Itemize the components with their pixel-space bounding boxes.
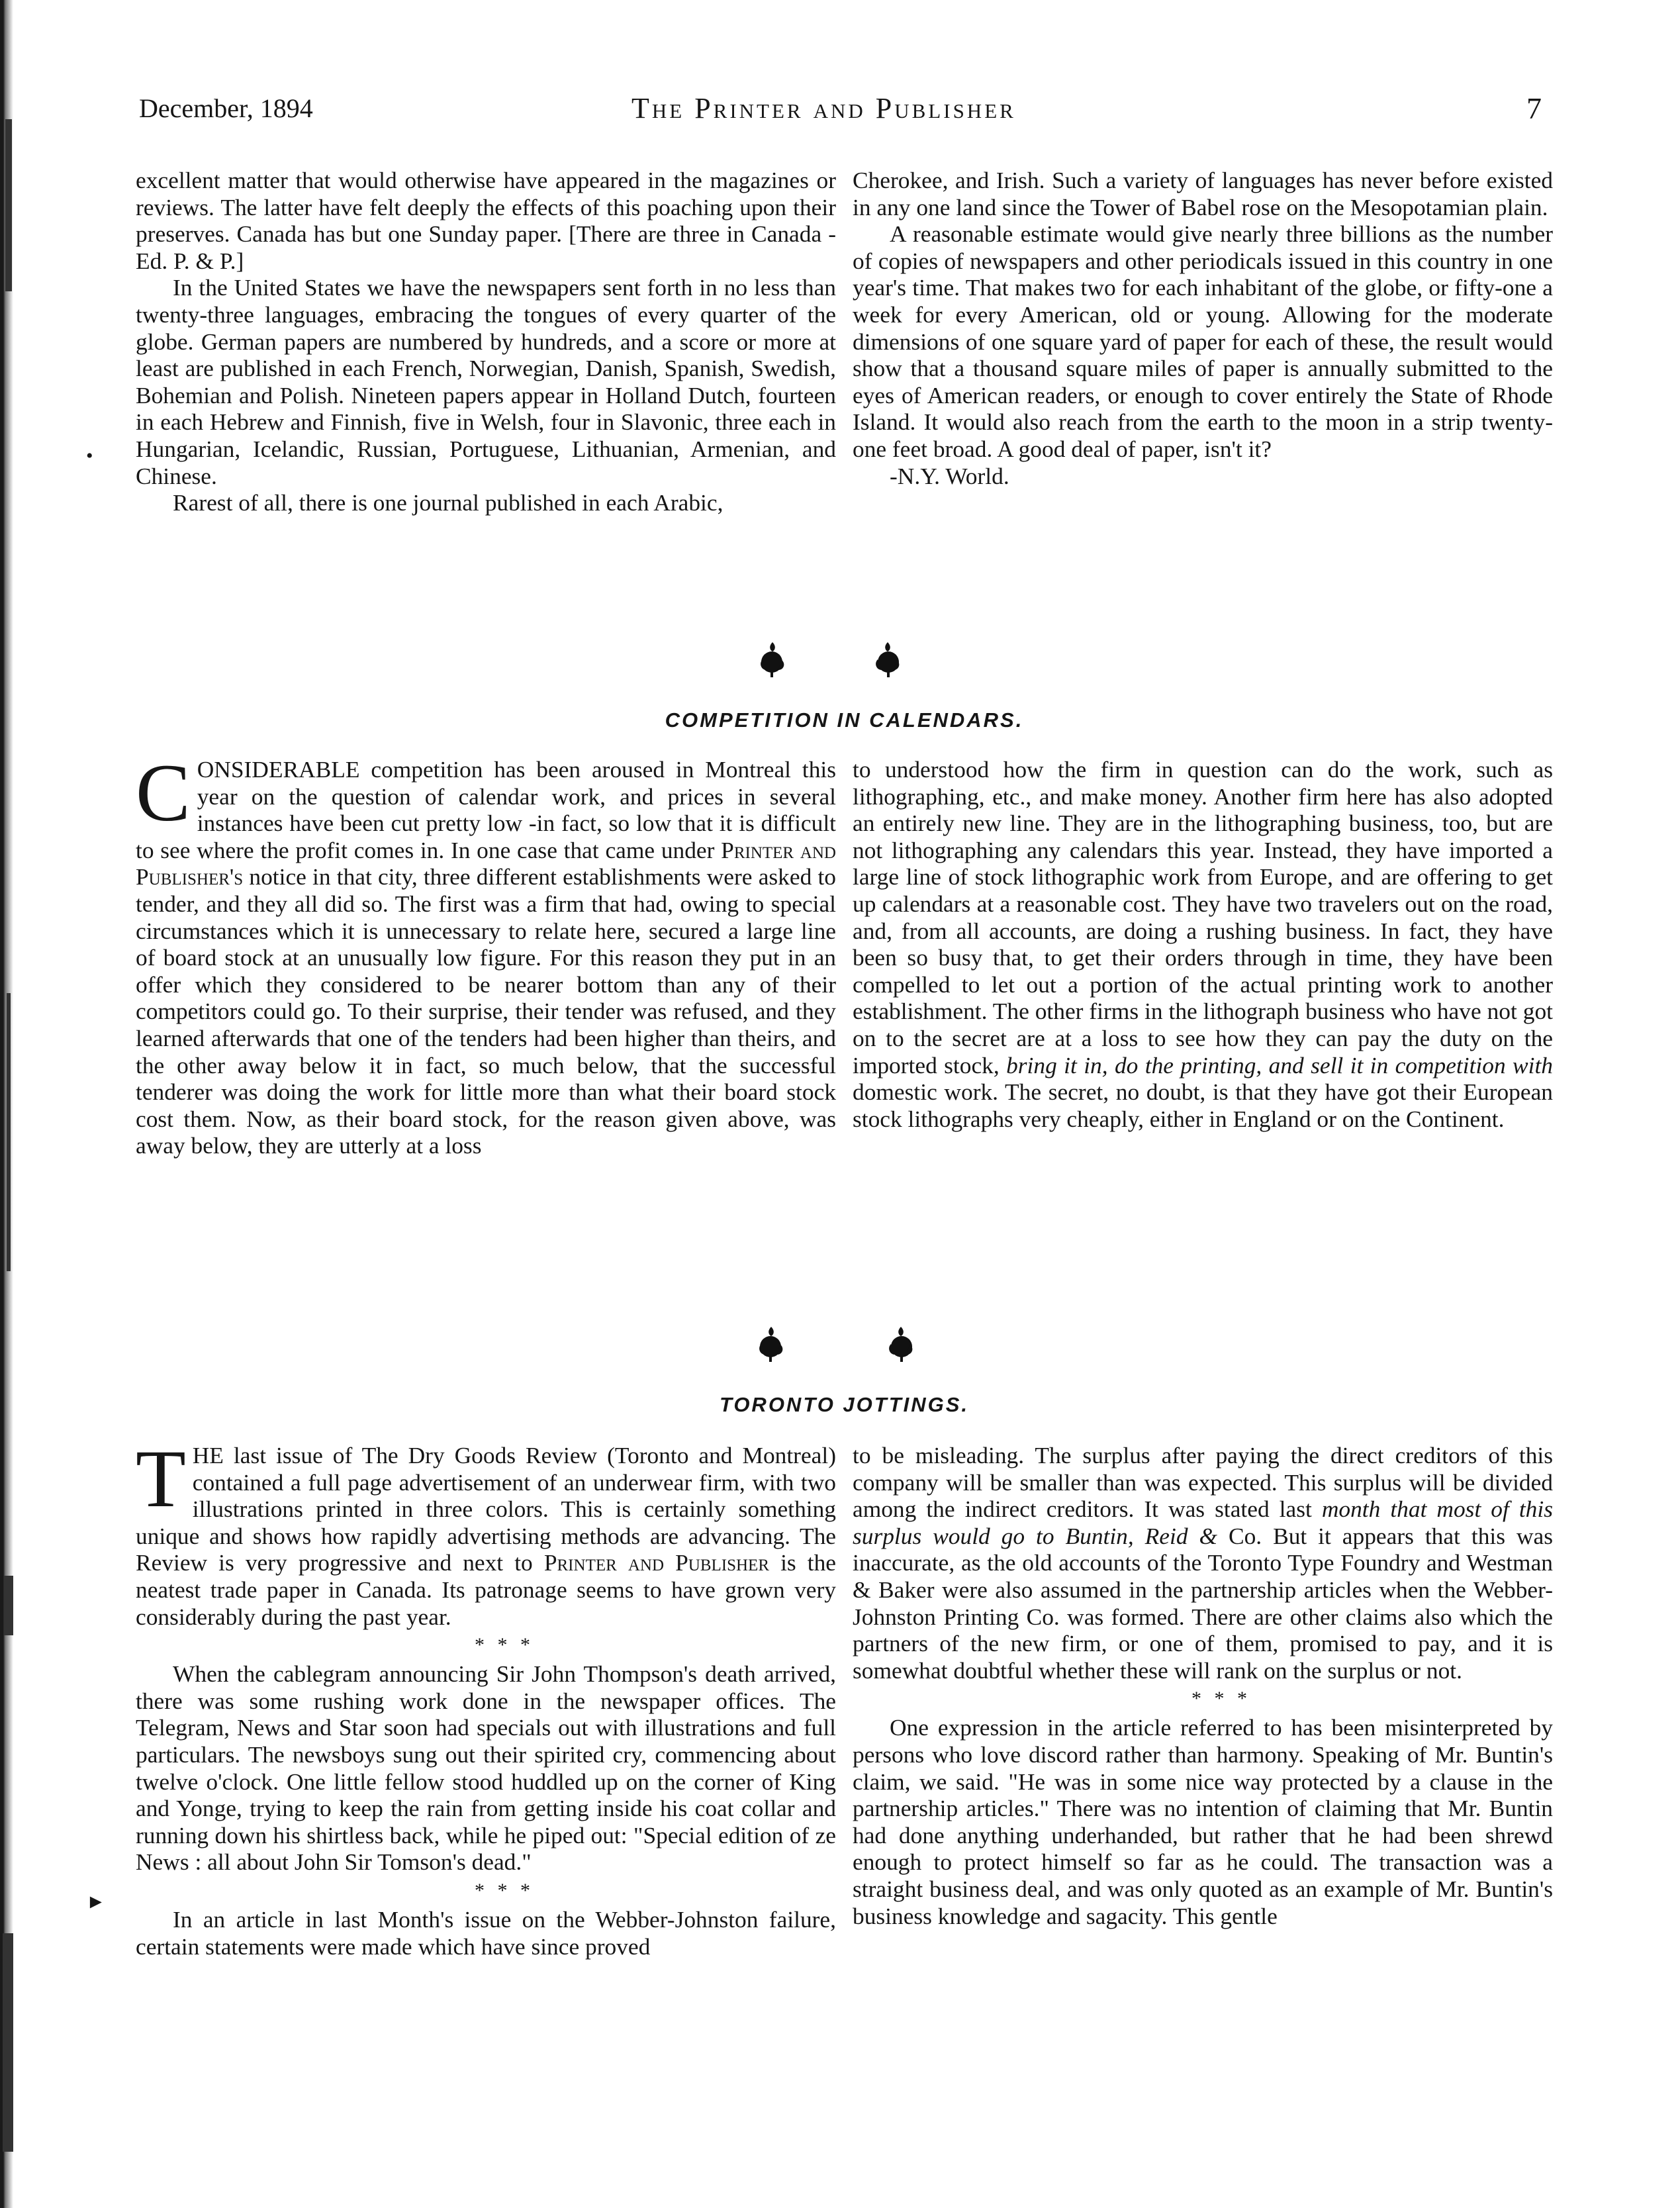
text-run: notice in that city, three different establishments were asked to tender, and they all did so. The first was a firm that had, owing to special circumstances which it is unnecessary to relate here, secured a large line of board stock at an unusually low figure. For this reason they put in an offer which they considered to be nearer bottom than any of their competitors could go. To their surprise, their tender was refused, and they learned afterwards that one of the tenders had been higher than theirs, and the other away below it in fact, so much below, that the successful tenderer was doing the work for little more than what their board stock cost them. Now, as their board stock, for the reason given above, was away below, they are utterly at a loss [136,863,836,1159]
article-continuation-column-2 [853,167,1553,489]
page-number: 7 [1526,91,1542,125]
paragraph: Cherokee, and Irish. Such a variety of languages has never before existed in any one land since the Tower of Babel rose on the Mesopotamian plain. [853,167,1553,220]
fleuron-ornament-icon [871,641,904,678]
paragraph: In the United States we have the newspapers sent forth in no less than twenty-three languages, embracing the tongues of every quarter of the globe. German papers are numbered by hundreds, and a score or more at least are published in each French, Norwegian, Danish, Spanish, Swedish, Bohemian and Polish. Nineteen papers appear in Holland Dutch, fourteen in each Hebrew and Finnish, five in Welsh, four in Slavonic, three each in Hungarian, Icelandic, Russian, Portuguese, Lithuanian, Armenian, and Chinese. [136,274,836,489]
fleuron-ornament-icon [884,1325,917,1363]
paragraph: Rarest of all, there is one journal published in each Arabic, [173,489,723,516]
section-heading-calendars: COMPETITION IN CALENDARS. [665,708,1024,732]
section-heading-toronto: TORONTO JOTTINGS. [719,1393,970,1416]
margin-bullet-icon: • [86,445,93,467]
paragraph: When the cablegram announcing Sir John Thompson's death arrived, there was some rushing work done in the newspaper offices. The Telegram, News and Star soon had specials out with illustrations and full particulars. The newsboys sung out their spirited cry, commencing about twelve o'clock. One little fellow stood huddled up on the corner of King and Yonge, trying to keep the rain from getting inside his coat collar and running down his shirtless back, while he piped out: "Special edition of ze News : all about John Sir Tomson's dead." [136,1660,836,1876]
fleuron-ornament-icon [756,641,789,678]
asterism-divider: * * * [475,1634,534,1656]
publication-name: Printer and Publisher [543,1549,770,1576]
asterism-divider: * * * [1191,1688,1251,1710]
header-date: December, 1894 [139,93,313,123]
text-run: to understood how the firm in question can do the work, such as lithographing, etc., and make money. Another firm here has also adopted an entirely new line. They are in the lithographing business, too, but are not lithographing any calendars this year. Instead, they have imported a large line of stock lithographic work from Europe, and are offering to get up calendars at a reasonable cost. They have two travelers out on the road, and, from all accounts, are doing a rushing business. In fact, they have been so busy that, to get their orders through in time, they have been compelled to let out a portion of the actual printing work to another establishment. The other firms in the lithograph business who have not got on to the secret are at a loss to see how they can pay the duty on the imported stock, [853,756,1553,1079]
margin-arrow-icon: ► [86,1891,106,1913]
toronto-column-2 [853,1442,1553,1929]
header-title: The Printer and Publisher [631,92,1016,124]
article-continuation-column-1 [136,167,836,516]
paragraph [853,1442,1553,1684]
paragraph: In an article in last Month's issue on the Webber-Johnston failure, certain statements were made which have since proved [136,1905,836,1960]
calendars-column-1 [136,747,836,1159]
asterism-divider: * * * [475,1879,534,1901]
toronto-column-1 [136,1433,837,1960]
publication-name: Printer and Publisher's [136,836,836,890]
scan-artifact [5,119,12,291]
text-run: to be misleading. The surplus after paying the direct creditors of this company will be smaller than was expected. This surplus will be divided among the indirect creditors. It was stated last [853,1442,1553,1523]
text-run: domestic work. The secret, no doubt, is that they have got their European stock lithographs very cheaply, either in England or on the Continent. [853,1079,1553,1132]
paragraph [853,756,1553,1132]
paragraph: One expression in the article referred to has been misinterpreted by persons who love discord rather than harmony. Speaking of Mr. Buntin's claim, we said. "He was in some nice way protected by a clause in the partnership articles." There was no intention of claiming that Mr. Buntin had done anything underhanded, but rather that he had been shrewd enough to protect himself so far as he could. The transaction was a straight business deal, and was only quoted as an example of Mr. Buntin's business knowledge and sagacity. This gentle [853,1714,1553,1929]
lead-word: HE [192,1442,224,1468]
lead-word: ONSIDERABLE [197,756,360,783]
paragraph: A reasonable estimate would give nearly three billions as the number of copies of newspapers and other periodicals issued in this country in one year's time. That makes two for each inhabitant of the globe, or fifty-one a week for every American, old or young. Allowing for the moderate dimensions of one square yard of paper for each of these, the result would show that a thousand square miles of paper is annually submitted to the eyes of American readers, or enough to cover entirely the State of Rhode Island. It would also reach from the earth to the moon in a strip twenty-one feet broad. A good deal of paper, isn't it? [853,220,1553,462]
text-run: is the neatest trade paper in Canada. Its patronage seems to have grown very considerably during the past year. [136,1549,837,1630]
drop-cap: C [136,747,191,838]
paragraph: excellent matter that would otherwise have appeared in the magazines or reviews. The latter have felt deeply the effects of this poaching upon their preserves. Canada has but one Sunday paper. [There are three in Canada -Ed. P. & P.] [136,167,836,274]
scan-artifact [3,1933,13,2152]
italic-text-run: month that most of this surplus would go to Buntin, Reid & [853,1496,1553,1549]
calendars-column-2 [853,756,1553,1132]
text-run: last issue of The Dry Goods Review (Toronto and Montreal) contained a full page advertisement of an underwear firm, with two illustrations printed in three colors. This is certainly something unique and shows how rapidly advertising methods are advancing. The Review is very progressive and next to [136,1442,836,1576]
fleuron-ornament-icon [755,1325,788,1363]
scan-artifact [7,993,11,1271]
paragraph [136,747,836,1159]
text-run: competition has been aroused in Montreal this year on the question of calendar work, and prices in several instances have been cut pretty low -in fact, so low that it is difficult to see where the profit comes in. In one case that came under [136,756,836,863]
paragraph [136,1433,837,1630]
drop-cap: T [136,1433,186,1524]
italic-text-run: bring it in, do the printing, and sell it in competition with [1006,1051,1553,1079]
text-run: Co. But it appears that this was inaccurate, as the old accounts of the Toronto Type Foundry and Westman & Baker were also assumed in the partnership articles when the Webber-Johnston Printing Co. was formed. There are other claims also which the partners of the new firm, or one of them, promised to pay, and it is somewhat doubtful whether these will rank on the surplus or not. [853,1522,1553,1684]
scan-artifact [4,1576,13,1635]
source-signature: -N.Y. World. [890,462,1009,489]
